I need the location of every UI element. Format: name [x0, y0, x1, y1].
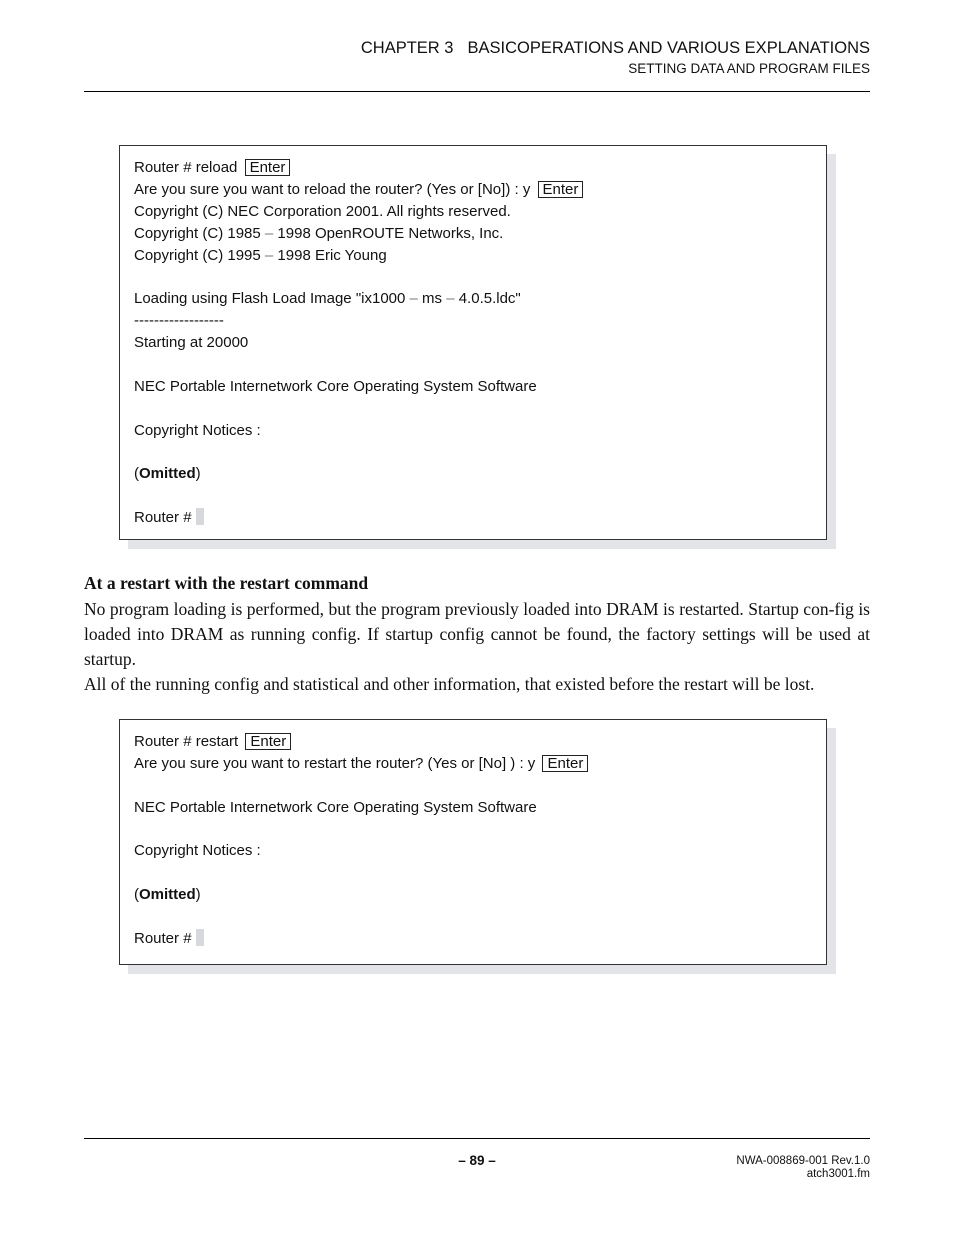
terminal-line — [134, 179, 812, 201]
command-text: Router # reload — [134, 159, 238, 176]
terminal-reload-example — [119, 145, 827, 540]
text-segment: 1998 Eric Young — [273, 246, 387, 264]
terminal-box — [119, 719, 827, 965]
terminal-line: NEC Portable Internetwork Core Operating System Software — [134, 377, 537, 395]
terminal-line — [134, 928, 812, 950]
file-name: atch3001.fm — [806, 1168, 870, 1180]
terminal-blank-line — [134, 266, 812, 288]
page-number: – 89 – — [458, 1153, 496, 1168]
terminal-blank-line — [134, 485, 812, 507]
dash: – — [264, 224, 274, 242]
terminal-line — [134, 507, 812, 529]
footer-rule — [84, 1138, 870, 1139]
text-segment: ms — [417, 290, 447, 308]
terminal-line: Copyright Notices : — [134, 842, 261, 860]
terminal-line: ------------------ — [134, 312, 224, 330]
paren: ( — [134, 465, 139, 483]
paragraph: All of the running config and statistical and other information, that existed before the restart will be lost. — [84, 674, 815, 694]
omitted-label: Omitted — [139, 886, 196, 904]
omitted-label: Omitted — [139, 465, 196, 483]
dash: – — [409, 290, 418, 308]
doc-revision: NWA-008869-001 Rev.1.0 — [736, 1155, 870, 1167]
chapter-header — [361, 39, 870, 58]
enter-key-icon: Enter — [538, 181, 584, 198]
terminal-line: NEC Portable Internetwork Core Operating System Software — [134, 798, 537, 816]
paragraph: No program loading is performed, but the program previously loaded into DRAM is restarted. Startup con-fig is loaded into DRAM as running config. If startup config cannot be found, the factory settings will be used at startup. — [84, 599, 870, 669]
cursor-icon — [196, 508, 204, 525]
paren: ) — [195, 886, 201, 904]
terminal-line — [134, 884, 812, 906]
prompt-text: Router # — [134, 930, 192, 948]
terminal-line — [134, 245, 812, 267]
terminal-line — [134, 288, 812, 310]
text-segment: Loading using Flash Load Image "ix1000 — [134, 290, 410, 308]
confirm-text: Are you sure you want to reload the router? (Yes or [No]) : y — [134, 180, 531, 198]
terminal-line: Copyright Notices : — [134, 421, 261, 439]
terminal-blank-line — [134, 775, 812, 797]
chapter-title: BASICOPERATIONS AND VARIOUS EXPLANATIONS — [467, 39, 870, 57]
terminal-blank-line — [134, 819, 812, 841]
terminal-line — [134, 223, 812, 245]
text-segment: Copyright (C) 1985 — [134, 224, 265, 242]
chapter-number: CHAPTER 3 — [360, 39, 454, 57]
text-segment: 1998 OpenROUTE Networks, Inc. — [273, 224, 504, 242]
terminal-line: Starting at 20000 — [134, 334, 249, 352]
terminal-line — [134, 753, 812, 775]
section-heading: At a restart with the restart command — [84, 573, 369, 593]
dash: – — [446, 290, 455, 308]
prompt-text: Router # — [134, 509, 192, 527]
enter-key-icon: Enter — [245, 159, 291, 176]
terminal-restart-example — [119, 719, 827, 965]
terminal-line — [134, 463, 812, 485]
enter-key-icon: Enter — [542, 755, 588, 772]
command-text: Router # restart — [134, 733, 239, 750]
enter-key-icon: Enter — [245, 733, 291, 750]
terminal-box — [119, 145, 827, 540]
body-text — [84, 597, 870, 697]
section-header: SETTING DATA AND PROGRAM FILES — [628, 61, 870, 76]
terminal-blank-line — [134, 442, 812, 464]
text-segment: 4.0.5.ldc" — [454, 290, 521, 308]
terminal-blank-line — [134, 398, 812, 420]
terminal-blank-line — [134, 354, 812, 376]
terminal-line — [134, 157, 812, 179]
document-id — [736, 1155, 870, 1181]
paren: ( — [134, 886, 139, 904]
text-segment: Copyright (C) 1995 — [134, 246, 265, 264]
terminal-blank-line — [134, 862, 812, 884]
header-rule — [84, 91, 870, 92]
paren: ) — [195, 465, 201, 483]
terminal-line: Copyright (C) NEC Corporation 2001. All rights reserved. — [134, 202, 511, 220]
cursor-icon — [196, 929, 204, 946]
dash: – — [264, 246, 274, 264]
terminal-line — [134, 731, 812, 753]
terminal-blank-line — [134, 906, 812, 928]
confirm-text: Are you sure you want to restart the router? (Yes or [No] ) : y — [134, 754, 536, 772]
